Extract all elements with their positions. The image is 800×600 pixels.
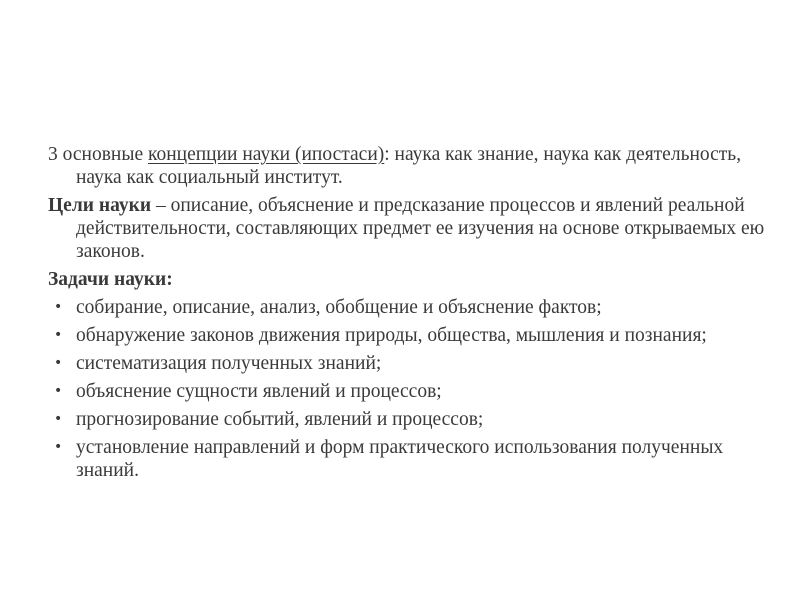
tasks-list — [48, 296, 768, 482]
task-item — [48, 380, 768, 403]
bullet-icon: • — [54, 299, 63, 315]
concepts-paragraph — [48, 143, 768, 189]
task-item — [48, 408, 768, 431]
task-item — [48, 436, 768, 482]
bullet-icon: • — [54, 411, 63, 427]
task-item-text: собирание, описание, анализ, обобщение и объяснение фактов; — [76, 297, 602, 318]
bullet-icon: • — [54, 383, 63, 399]
task-item — [48, 352, 768, 375]
goals-paragraph — [48, 194, 768, 263]
concepts-underlined-term: концепции науки (ипостаси) — [147, 144, 385, 165]
task-item-text: систематизация полученных знаний; — [76, 353, 382, 374]
slide-content — [48, 143, 768, 487]
task-item-text: прогнозирование событий, явлений и процессов; — [76, 409, 484, 430]
concepts-lead: 3 основные — [48, 144, 148, 165]
task-item-text: объяснение сущности явлений и процессов; — [76, 381, 442, 402]
goals-text: – описание, объяснение и предсказание процессов и явлений реальной действительности, составляющих предмет ее изучения на основе открываемых ею законов. — [76, 195, 765, 262]
task-item — [48, 324, 768, 347]
tasks-heading: Задачи науки: — [48, 269, 173, 290]
bullet-icon: • — [54, 327, 63, 343]
goals-term: Цели науки — [48, 195, 152, 216]
bullet-icon: • — [54, 439, 63, 455]
task-item — [48, 296, 768, 319]
task-item-text: обнаружение законов движения природы, общества, мышления и познания; — [76, 325, 707, 346]
concepts-rest: : наука как знание, наука как деятельность, наука как социальный институт. — [76, 144, 742, 188]
bullet-icon: • — [54, 355, 63, 371]
task-item-text: установление направлений и форм практического использования полученных знаний. — [76, 437, 724, 481]
